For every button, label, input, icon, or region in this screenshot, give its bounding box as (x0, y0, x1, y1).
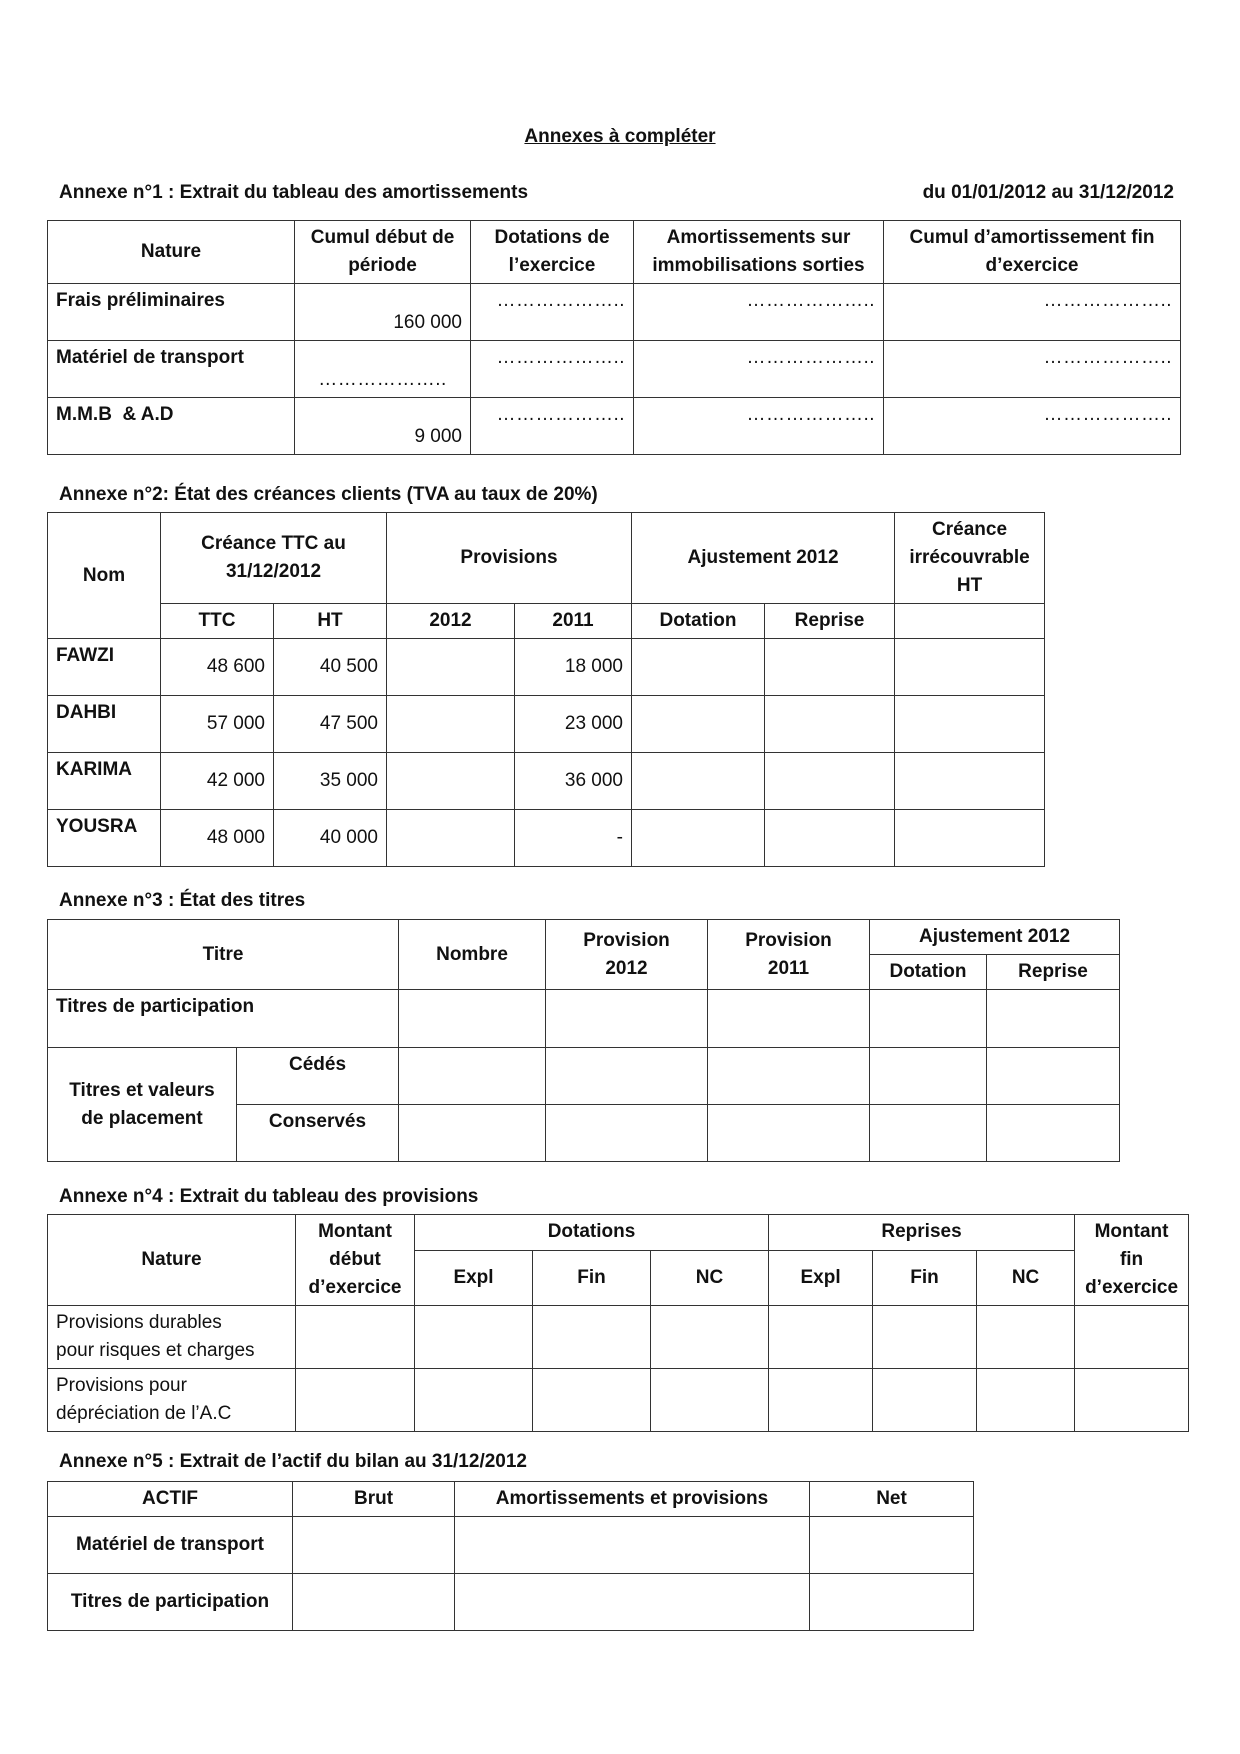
cell (873, 1306, 977, 1369)
cell (977, 1306, 1075, 1369)
table-row (48, 1369, 1189, 1432)
cell (873, 1369, 977, 1432)
col-creance-l1: Créance TTC au (201, 533, 346, 554)
col-nature: Nature (48, 1215, 296, 1306)
col-fin-l2: fin (1119, 1249, 1144, 1270)
cell-reprise (765, 810, 895, 867)
row-prov-durables-l2: pour risques et charges (56, 1340, 255, 1361)
cell-ht: 40 000 (274, 810, 387, 867)
cell-dotation (870, 1048, 987, 1105)
col-actif: ACTIF (48, 1482, 293, 1517)
cell-irrecouvrable (895, 696, 1045, 753)
col-amort-provisions: Amortissements et provisions (455, 1482, 810, 1517)
cell-prov-2012 (387, 810, 515, 867)
col-rep-fin: Fin (873, 1250, 977, 1305)
annexe2-subheader-row (48, 604, 1045, 639)
col-irrec-l1: Créance (932, 519, 1008, 540)
annexe1-header-row (48, 221, 1181, 284)
table-row (48, 753, 1045, 810)
cell (296, 1306, 415, 1369)
col-dotation: Dotation (632, 604, 765, 639)
table-row (48, 1517, 974, 1574)
cell-prov-2012 (387, 753, 515, 810)
table-row (48, 1574, 974, 1631)
col-empty (895, 604, 1045, 639)
annexe5-header-row (48, 1482, 974, 1517)
cell-ttc: 48 000 (161, 810, 274, 867)
col-provisions: Provisions (387, 513, 632, 604)
cell (415, 1369, 533, 1432)
cell-nom: KARIMA (48, 753, 161, 810)
cell-dotation (632, 696, 765, 753)
cell (977, 1369, 1075, 1432)
cell-reprise (987, 1105, 1120, 1162)
cell-dotation (632, 753, 765, 810)
col-prov-2012: 2012 (387, 604, 515, 639)
annexe1-table (47, 220, 1181, 455)
col-fin-l1: Montant (1094, 1221, 1169, 1242)
cell-dotations: ……………….. (471, 341, 634, 398)
cell (533, 1306, 651, 1369)
col-prov2012-l2: 2012 (605, 957, 648, 979)
cell-nombre (399, 1048, 546, 1105)
cell-prov-2011: - (515, 810, 632, 867)
annexe1-heading: Annexe n°1 : Extrait du tableau des amortissements (59, 182, 529, 203)
cell-reprise (765, 753, 895, 810)
col-dotations-l2: l’exercice (508, 255, 596, 276)
annexe2-table (47, 512, 1045, 867)
col-amort-sorties (634, 221, 884, 284)
col-provision-2012 (546, 920, 708, 990)
cell (415, 1306, 533, 1369)
col-debut-l3: d’exercice (308, 1277, 402, 1298)
cell-ttc: 48 600 (161, 639, 274, 696)
cell-amort (455, 1517, 810, 1574)
cell-dotation (632, 639, 765, 696)
cell-cumul-fin: ……………….. (884, 284, 1181, 341)
col-debut-l1: Montant (318, 1221, 392, 1242)
col-creance-l2: 31/12/2012 (225, 561, 322, 582)
cell-prov-2011 (708, 1048, 870, 1105)
cell (1075, 1306, 1189, 1369)
col-debut-l2: début (329, 1249, 381, 1270)
col-ajustement: Ajustement 2012 (870, 920, 1120, 955)
row-prov-durables-l1: Provisions durables (56, 1312, 222, 1333)
cell-prov-2011: 36 000 (515, 753, 632, 810)
cell (1075, 1369, 1189, 1432)
cell-reprise (765, 696, 895, 753)
annexe5-heading: Annexe n°5 : Extrait de l’actif du bilan au 31/12/2012 (59, 1451, 527, 1472)
cell (769, 1369, 873, 1432)
table-row (48, 341, 1181, 398)
annexe3-table (47, 919, 1120, 1162)
col-creance-ttc (161, 513, 387, 604)
col-prov2011-l1: Provision (745, 929, 832, 951)
cell (651, 1369, 769, 1432)
col-net: Net (810, 1482, 974, 1517)
row-titres-participation: Titres de participation (48, 1574, 293, 1631)
col-cumul-fin (884, 221, 1181, 284)
cell-sorties: ……………….. (634, 398, 884, 455)
row-nature: Matériel de transport (48, 341, 295, 398)
cell-prov-2011: 18 000 (515, 639, 632, 696)
row-provisions-depreciation (48, 1369, 296, 1432)
cell-net (810, 1517, 974, 1574)
col-nature: Nature (48, 221, 295, 284)
cell (533, 1369, 651, 1432)
table-row (48, 696, 1045, 753)
col-reprise: Reprise (987, 955, 1120, 990)
row-nature: Frais préliminaires (48, 284, 295, 341)
cell-reprise (987, 1048, 1120, 1105)
cell-cumul-fin: ……………….. (884, 398, 1181, 455)
cell-ht: 47 500 (274, 696, 387, 753)
col-titre: Titre (48, 920, 399, 990)
col-dot-fin: Fin (533, 1250, 651, 1305)
cell-dotation (632, 810, 765, 867)
row-materiel-transport: Matériel de transport (48, 1517, 293, 1574)
annexe2-heading: Annexe n°2: État des créances clients (TVA au taux de 20%) (59, 484, 598, 505)
col-dotations-l1: Dotations de (494, 227, 610, 248)
annexe2-header-row (48, 513, 1045, 604)
col-dotations: Dotations (415, 1215, 769, 1251)
cell-ht: 35 000 (274, 753, 387, 810)
cell-irrecouvrable (895, 810, 1045, 867)
col-montant-debut (296, 1215, 415, 1306)
cell-prov-2011: 23 000 (515, 696, 632, 753)
col-irrec-l3: HT (956, 575, 983, 596)
cell (651, 1306, 769, 1369)
cell-dotations: ……………….. (471, 284, 634, 341)
col-dotations (471, 221, 634, 284)
row-conserves: Conservés (237, 1105, 399, 1162)
col-montant-fin (1075, 1215, 1189, 1306)
col-rep-expl: Expl (769, 1250, 873, 1305)
col-cumul-debut-l1: Cumul début de (310, 227, 455, 248)
cell-cumul-debut: 160 000 (295, 284, 471, 341)
cell-amort (455, 1574, 810, 1631)
cell-cumul-debut: ……………….. (295, 341, 471, 398)
table-row (48, 1048, 1120, 1105)
col-amort-sorties-l2: immobilisations sorties (652, 255, 865, 276)
annexe5-table (47, 1481, 974, 1631)
cell-reprise (987, 990, 1120, 1048)
cell-reprise (765, 639, 895, 696)
col-ajustement: Ajustement 2012 (632, 513, 895, 604)
cell-brut (293, 1574, 455, 1631)
annexe4-heading: Annexe n°4 : Extrait du tableau des provisions (59, 1186, 479, 1207)
cell-brut (293, 1517, 455, 1574)
col-fin-l3: d’exercice (1085, 1277, 1179, 1298)
annexe4-header-row (48, 1215, 1189, 1251)
col-reprises: Reprises (769, 1215, 1075, 1251)
cell-ttc: 57 000 (161, 696, 274, 753)
col-ht: HT (274, 604, 387, 639)
cell-nombre (399, 1105, 546, 1162)
cell-prov-2012 (387, 696, 515, 753)
cell-nombre (399, 990, 546, 1048)
col-ttc: TTC (161, 604, 274, 639)
cell-nom: YOUSRA (48, 810, 161, 867)
cell (296, 1369, 415, 1432)
row-prov-depreciation-l1: Provisions pour (56, 1375, 187, 1396)
cell-sorties: ……………….. (634, 284, 884, 341)
row-titres-placement (48, 1048, 237, 1162)
row-placement-l2: de placement (81, 1107, 203, 1129)
annexe3-header-row (48, 920, 1120, 955)
cell-ht: 40 500 (274, 639, 387, 696)
cell-prov-2012 (387, 639, 515, 696)
col-amort-sorties-l1: Amortissements sur (666, 227, 851, 248)
col-nom: Nom (48, 513, 161, 639)
cell-dotation (870, 990, 987, 1048)
row-placement-l1: Titres et valeurs (69, 1079, 215, 1101)
col-provision-2011 (708, 920, 870, 990)
col-cumul-debut (295, 221, 471, 284)
col-dot-nc: NC (651, 1250, 769, 1305)
cell-dotations: ……………….. (471, 398, 634, 455)
table-row (48, 810, 1045, 867)
table-row (48, 398, 1181, 455)
col-creance-irrecouvrable (895, 513, 1045, 604)
row-nature: M.M.B & A.D (48, 398, 295, 455)
cell (769, 1306, 873, 1369)
table-row (48, 284, 1181, 341)
cell-ttc: 42 000 (161, 753, 274, 810)
cell-cumul-fin: ……………….. (884, 341, 1181, 398)
cell-prov-2011 (708, 990, 870, 1048)
cell-prov-2012 (546, 1048, 708, 1105)
row-cedes: Cédés (237, 1048, 399, 1105)
cell-irrecouvrable (895, 753, 1045, 810)
annexe1-period: du 01/01/2012 au 31/12/2012 (922, 182, 1174, 203)
col-irrec-l2: irrécouvrable (909, 547, 1030, 568)
table-row (48, 1306, 1189, 1369)
cell-nom: DAHBI (48, 696, 161, 753)
page-title: Annexes à compléter (524, 126, 716, 147)
col-cumul-debut-l2: période (348, 255, 417, 276)
col-prov2011-l2: 2011 (767, 957, 810, 979)
col-cumul-fin-l1: Cumul d’amortissement fin (909, 227, 1155, 248)
cell-irrecouvrable (895, 639, 1045, 696)
col-dotation: Dotation (870, 955, 987, 990)
row-titres-participation: Titres de participation (48, 990, 399, 1048)
row-provisions-durables (48, 1306, 296, 1369)
table-row (48, 990, 1120, 1048)
col-prov-2011: 2011 (515, 604, 632, 639)
col-dot-expl: Expl (415, 1250, 533, 1305)
cell-nom: FAWZI (48, 639, 161, 696)
col-brut: Brut (293, 1482, 455, 1517)
cell-cumul-debut: 9 000 (295, 398, 471, 455)
col-cumul-fin-l2: d’exercice (985, 255, 1079, 276)
col-prov2012-l1: Provision (583, 929, 670, 951)
row-prov-depreciation-l2: dépréciation de l’A.C (56, 1403, 232, 1424)
cell-prov-2012 (546, 1105, 708, 1162)
cell-prov-2012 (546, 990, 708, 1048)
cell-net (810, 1574, 974, 1631)
annexe3-heading: Annexe n°3 : État des titres (59, 890, 306, 911)
col-rep-nc: NC (977, 1250, 1075, 1305)
col-nombre: Nombre (399, 920, 546, 990)
col-reprise: Reprise (765, 604, 895, 639)
cell-prov-2011 (708, 1105, 870, 1162)
cell-sorties: ……………….. (634, 341, 884, 398)
annexe4-table (47, 1214, 1189, 1432)
cell-dotation (870, 1105, 987, 1162)
table-row (48, 639, 1045, 696)
